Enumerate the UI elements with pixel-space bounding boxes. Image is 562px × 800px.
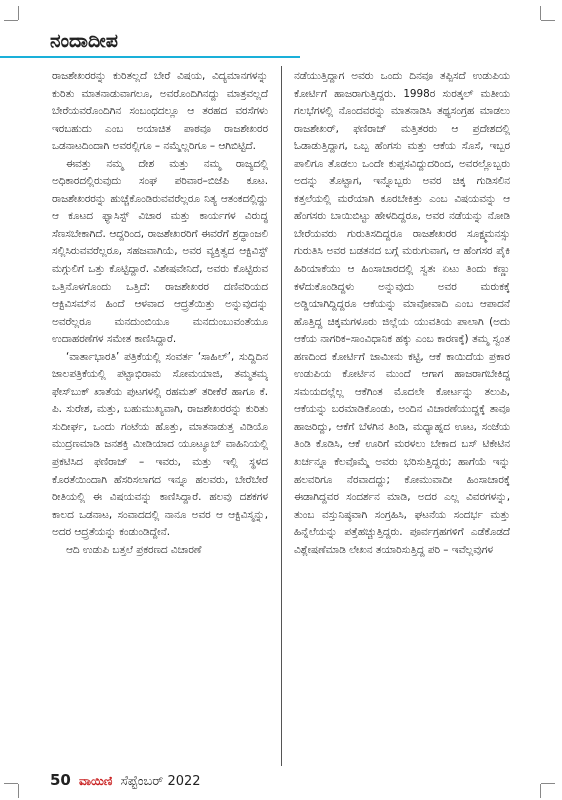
section-title: ನಂದಾದೀಪ — [50, 30, 118, 52]
page-number: 50 — [50, 771, 71, 789]
issue-date: ಸೆಪ್ಟೆಂಬರ್ 2022 — [120, 774, 201, 789]
paragraph: ರಾಜಶೇಖರರನ್ನು ಕುರಿತಲ್ಲದೆ ಬೇರೆ ವಿಷಯ, ವಿದ್ಯಮಾನಗಳನ್ನು ಕುರಿತು ಮಾತನಾಡುವಾಗಲೂ, ಅವರೊಂದಿಗಿನದ್ದು ಮಾತ್ರವಲ್ಲದೆ ಬೇರೆಯವರೊಂದಿಗಿನ ಸಂಬಂಧದಲ್ಲೂ ಆ ತರಹದ ವರಸೆಗಳು ಇರಬಹುದು ಎಂಬ ಅಯಾಚಿತ ಪಾಠವೂ ರಾಜಶೇಖರರ ಒಡನಾಟದಿಂದಾಗಿ ಅವರಲ್ಲಿಗೂ – ನಮ್ಮೆಲ್ಲರಿಗೂ – ಆಗಿಬಿಟ್ಟಿದೆ. — [52, 70, 268, 153]
paragraph: ಆದಿ ಉಡುಪಿ ಬತ್ತಲೆ ಪ್ರಕರಣದ ವಿಚಾರಣೆ — [66, 543, 202, 556]
right-column — [294, 68, 510, 768]
crop-mark — [541, 783, 555, 784]
paragraph: ‘ವಾರ್ತಾಭಾರತಿ’ ಪತ್ರಿಕೆಯಲ್ಲಿ ಸಂವರ್ತ ‘ಸಾಹಿಲ್’, ಸುದ್ದಿದಿನ ಜಾಲಪತ್ರಿಕೆಯಲ್ಲಿ ಪಟ್ಟಾಭಿರಾಮ ಸೋಮಯಾಜಿ, ತಮ್ಮತಮ್ಮ ಫೇಸ್‌ಬುಕ್ ಖಾತೆಯ ಪುಟಗಳಲ್ಲಿ ರಹಮತ್ ತರೀಕೆರೆ ಹಾಗೂ ಕೆ. ಪಿ. ಸುರೇಶ, ಮತ್ತು, ಬಹುಮುಖ್ಯವಾಗಿ, ರಾಜಶೇಖರರನ್ನು ಕುರಿತು ಸುದೀರ್ಘ, ಒಂದು ಗಂಟೆಯ ಹೊತ್ತು, ಮಾತನಾಡುತ್ತ ವಿಡಿಯೊ ಮುದ್ರಣಮಾಡಿ ಜನಶಕ್ತಿ ಮೀಡಿಯಾದ ಯೂಟ್ಯೂಬ್ ವಾಹಿನಿಯಲ್ಲಿ ಪ್ರಕಟಿಸಿದ ಫಣಿರಾಜ್ – ಇವರು, ಮತ್ತು ಇಲ್ಲಿ ಸ್ಥಳದ ಕೊರತೆಯಿಂದಾಗಿ ಹೆಸರಿಸಲಾಗದ ಇನ್ನೂ ಹಲವರು, ಬೇರೆಬೇರೆ ರೀತಿಯಲ್ಲಿ ಈ ವಿಷಯವನ್ನು ಕಾಣಿಸಿದ್ದಾರೆ. ಹಲವು ದಶಕಗಳ ಕಾಲದ ಒಡನಾಟ, ಸಂವಾದದಲ್ಲಿ ನಾನೂ ಅವರ ಆ ಆಕ್ಟಿವಿಸ್ಮನ್ನು, ಅದರ ಆದ್ರ್ರತೆಯನ್ನು ಕಂಡುಂಡಿದ್ದೇನೆ. — [52, 350, 268, 539]
crop-mark — [4, 783, 18, 784]
header-rule — [0, 56, 300, 58]
magazine-name: ವಾಯಿಣಿ — [79, 774, 113, 788]
crop-mark — [18, 6, 19, 20]
page-footer — [50, 771, 201, 789]
crop-mark — [18, 784, 19, 798]
paragraph: ನಡೆಯುತ್ತಿದ್ದಾಗ ಅವರು ಒಂದು ದಿನವೂ ತಪ್ಪಿಸದೆ ಉಡುಪಿಯ ಕೋರ್ಟಿಗೆ ಹಾಜರಾಗುತ್ತಿದ್ದರು. 1998ರ ಸುರತ್ಕಲ್ ಮತೀಯ ಗಲಭೆಗಳಲ್ಲಿ ನೊಂದವರನ್ನು ಮಾತನಾಡಿಸಿ ತಥ್ಯಸಂಗ್ರಹ ಮಾಡಲು ರಾಜಶೇಖರ್, ಫಣಿರಾಜ್ ಮತ್ತಿತರರು ಆ ಪ್ರದೇಶದಲ್ಲಿ ಓಡಾಡುತ್ತಿದ್ದಾಗ, ಒಬ್ಬ ಹೆಂಗಸು ಮತ್ತು ಆಕೆಯ ಸೊಸೆ, ಇಬ್ಬರ ಪಾಲಿಗೂ ತೊಡಲು ಒಂದೇ ಕುಪ್ಪಸವಿದ್ದುದರಿಂದ, ಅವರಲ್ಲೊಬ್ಬರು ಅದನ್ನು ತೊಟ್ಟಾಗ, ಇನ್ನೊಬ್ಬರು ಅವರ ಚಿಕ್ಕ ಗುಡಿಸಲಿನ ಕತ್ತಲೆಯಲ್ಲಿ ಮರೆಯಾಗಿ ಕೂರಬೇಕಿತ್ತು ಎಂಬ ವಿಷಯವನ್ನು ಆ ಹೆಂಗಸರು ಬಾಯಿಬಿಟ್ಟು ಹೇಳದಿದ್ದರೂ, ಅವರ ನಡೆಯನ್ನು ನೋಡಿ ಬೇರೆಯವರು ಗುರುತಿಸದಿದ್ದರೂ ರಾಜಶೇಖರರ ಸೂಕ್ಷ್ಮಮನಸ್ಸು ಗುರುತಿಸಿ ಅವರ ಬಡತನದ ಬಗ್ಗೆ ಮರುಗುವಾಗ, ಆ ಹೆಂಗಸರ ಪೈಕಿ ಹಿರಿಯಾಕೆಯು ಆ ಹಿಂಸಾಚಾರದಲ್ಲಿ ಸ್ವತಃ ಏಟು ತಿಂದು ಕಣ್ಣು ಕಳೆದುಕೊಂಡಿದ್ದಳು ಅನ್ನುವುದು ಅವರ ಮರುಕಕ್ಕೆ ಅಡ್ಡಿಯಾಗಿದ್ದಿದ್ದರೂ ಆಕೆಯನ್ನು ಮಾವೋವಾದಿ ಎಂಬ ಆಪಾದನೆ ಹೊತ್ತಿದ್ದ ಚಿಕ್ಕಮಗಳೂರು ಜಿಲ್ಲೆಯ ಯುವತಿಯ ಪಾಲಾಗಿ (ಅದು ಆಕೆಯ ನಾಗರಿಕ–ಸಾಂವಿಧಾನಿಕ ಹಕ್ಕು ಎಂಬ ಕಾರಣಕ್ಕೆ) ತಮ್ಮ ಸ್ವಂತ ಹಣದಿಂದ ಕೋರ್ಟಿಗೆ ಜಾಮೀನು ಕಟ್ಟಿ, ಆಕೆ ಕಾಯಿದೆಯ ಪ್ರಕಾರ ಉಡುಪಿಯ ಕೋರ್ಟಿನ ಮುಂದೆ ಆಗಾಗ ಹಾಜರಾಗಬೇಕಿದ್ದ ಸಮಯದಲ್ಲೆಲ್ಲ ಆಕೆಗಿಂತ ಮೊದಲೇ ಕೋರ್ಟನ್ನು ತಲುಪಿ, ಆಕೆಯನ್ನು ಬರಮಾಡಿಕೊಂಡು, ಅಂದಿನ ವಿಚಾರಣೆಯುದ್ದಕ್ಕೆ ತಾವೂ ಹಾಜರಿದ್ದು, ಆಕೆಗೆ ಬೆಳಗಿನ ತಿಂಡಿ, ಮಧ್ಯಾಹ್ನದ ಊಟ, ಸಂಜೆಯ ತಿಂಡಿ ಕೊಡಿಸಿ, ಆಕೆ ಊರಿಗೆ ಮರಳಲು ಬೇಕಾದ ಬಸ್ ಟಿಕೇಟಿನ ಖರ್ಚನ್ನೂ ಕೆಲವೊಮ್ಮೆ ಅವರು ಭರಿಸುತ್ತಿದ್ದರು; ಹಾಗೆಯೆ ಇನ್ನು ಹಲವರಿಗೂ ನೆರವಾದದ್ದು; ಕೋಮುವಾದೀ ಹಿಂಸಾಚಾರಕ್ಕೆ ಈಡಾಗಿದ್ದವರ ಸಂದರ್ಶನ ಮಾಡಿ, ಅದರ ಎಲ್ಲ ವಿವರಗಳನ್ನು, ತುಂಬ ವಸ್ತುನಿಷ್ಠವಾಗಿ ಸಂಗ್ರಹಿಸಿ, ಘಟನೆಯ ಸಂದರ್ಭ ಮತ್ತು ಹಿನ್ನೆಲೆಯನ್ನು ಪತ್ತೆಹಚ್ಚುತ್ತಿದ್ದರು. ಪೂರ್ವಗ್ರಹಗಳಿಗೆ ಎಡೆಕೊಡದೆ ವಿಶ್ಲೇಷಣೆಮಾಡಿ ಲೇಖನ ತಯಾರಿಸುತ್ತಿದ್ದ ಪರಿ – ಇವೆಲ್ಲವುಗಳ — [294, 70, 510, 556]
crop-mark — [4, 20, 18, 21]
column-divider — [281, 66, 282, 766]
crop-mark — [540, 784, 541, 798]
crop-mark — [540, 6, 541, 20]
left-column — [52, 68, 268, 768]
crop-mark — [541, 20, 555, 21]
paragraph: ಈವತ್ತು ನಮ್ಮ ದೇಶ ಮತ್ತು ನಮ್ಮ ರಾಜ್ಯದಲ್ಲಿ ಅಧಿಕಾರದಲ್ಲಿರುವುದು ಸಂಘ ಪರಿವಾರ–ಬಿಜೆಪಿ ಕೂಟ. ರಾಜಶೇಖರರನ್ನು ಹುಚ್ಚೆಕೊಂಡಿರುವವರೆಲ್ಲರೂ ನಿತ್ಯ ಆತಂಕದಲ್ಲಿದ್ದು ಆ ಕೂಟದ ಫ್ಯಾಸಿಸ್ಟ್ ವಿಚಾರ ಮತ್ತು ಕಾರ್ಯಗಳ ವಿರುದ್ಧ ಸೆಣಸಬೇಕಾಗಿದೆ. ಆದ್ದರಿಂದ, ರಾಜಶೇಖರರಿಗೆ ಈವರೆಗೆ ಶ್ರದ್ಧಾಂಜಲಿ ಸಲ್ಲಿಸಿರುವವರೆಲ್ಲರೂ, ಸಹಜವಾಗಿಯೆ, ಅವರ ವ್ಯಕ್ತಿತ್ವದ ಆಕ್ಟಿವಿಸ್ಟ್ ಮಗ್ಗುಲಿಗೆ ಒತ್ತು ಕೊಟ್ಟಿದ್ದಾರೆ. ವಿಶೇಷವೇನಿದೆ, ಅವರು ಕೊಟ್ಟಿರುವ ಒತ್ತಿನೊಳಗೊಂದು ಒತ್ತಿದೆ: ರಾಜಶೇಖರರ ದಣಿವರಿಯದ ಆಕ್ಟಿವಿಸಮ್‌ನ ಹಿಂದೆ ಆಳವಾದ ಆದ್ರ್ರತೆಯಿತ್ತು ಅನ್ನುವುದನ್ನು ಅವರೆಲ್ಲರೂ ಮನದುಂಬಿಯೂ ಮನದುಂಬುವಂತೆಯೂ ಉದಾಹರಣೆಗಳ ಸಮೇತ ಕಾಣಿಸಿದ್ದಾರೆ. — [52, 157, 268, 346]
